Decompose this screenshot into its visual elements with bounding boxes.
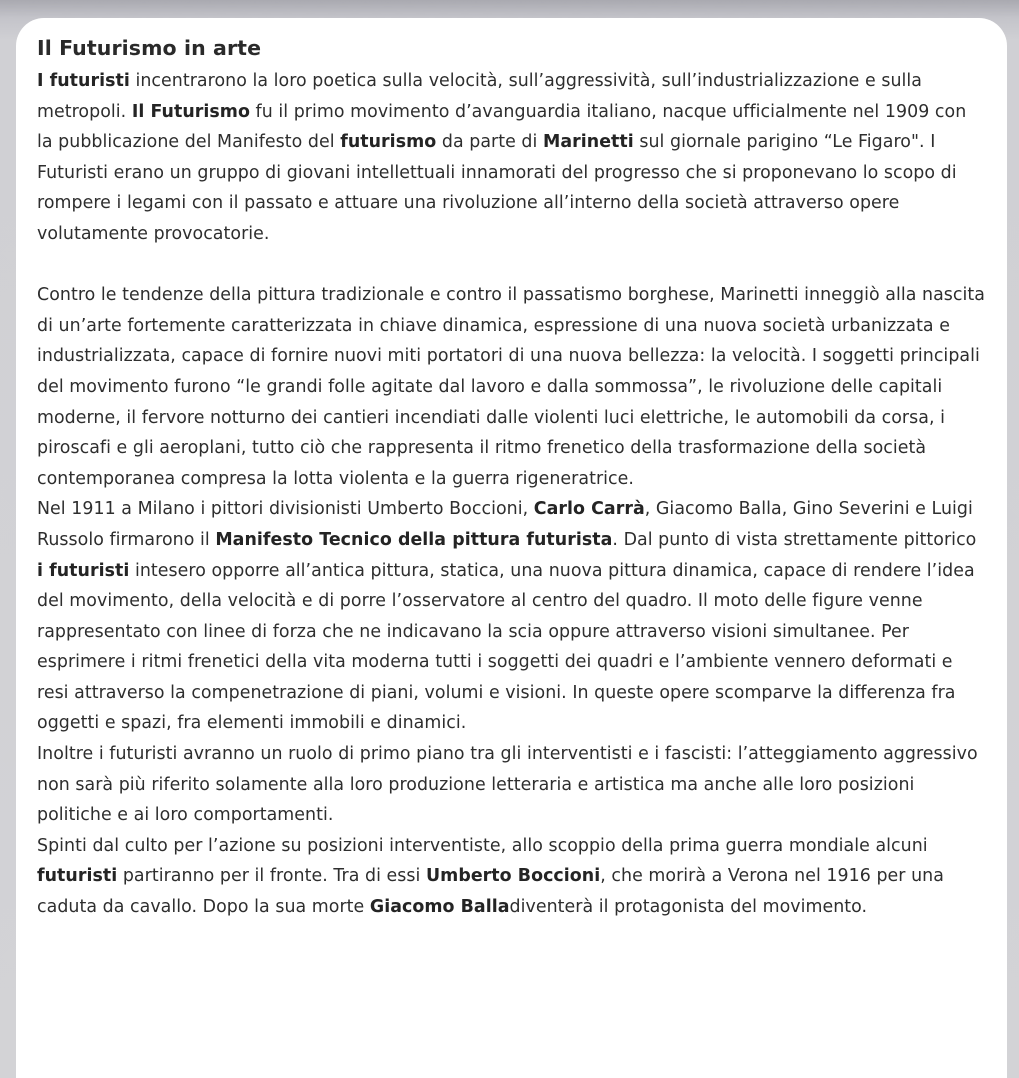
paragraph-guerra <box>37 831 987 923</box>
bold-text: Marinetti <box>542 132 634 153</box>
body-text: Contro le tendenze della pittura tradizionale e contro il passatismo borghese, Marinetti inneggiò alla nascita di un’arte fortemente caratterizzata in chiave dinamica, espressione di una nuova società urbanizzata e industrializzata, capace di fornire nuovi miti portatori di una nuova bellezza: la velocità. I soggetti principali del movimento furono “le grandi folle agitate dal lavoro e dalla sommossa”, le rivoluzione delle capitali moderne, il fervore notturno dei cantieri incendiati dalle violenti luci elettriche, le automobili da corsa, i piroscafi e gli aeroplani, tutto ciò che rappresenta il ritmo frenetico della trasformazione della società contemporanea compresa la lotta violenta e la guerra rigeneratrice. <box>37 285 985 489</box>
bold-text: futuristi <box>37 866 118 887</box>
paragraph-spacer <box>37 250 987 281</box>
bold-text: Manifesto Tecnico della pittura futurista <box>215 529 613 550</box>
body-text: sul giornale parigino “Le Figaro". I Futuristi erano un gruppo di giovani intellettuali innamorati del progresso che si proponevano lo scopo di rompere i legami con il passato e attuare una rivoluzione all’interno della società attraverso opere volutamente provocatorie. <box>37 132 957 244</box>
bold-text: Il Futurismo <box>131 101 250 122</box>
body-text: , che morirà a Verona nel 1916 per una caduta da cavallo. Dopo la sua morte <box>37 866 944 918</box>
body-text: fu il primo movimento d’avanguardia italiano, nacque ufficialmente nel 1909 con la pubblicazione del Manifesto del <box>37 101 967 153</box>
body-text: intesero opporre all’antica pittura, statica, una nuova pittura dinamica, capace di rendere l’idea del movimento, della velocità e di porre l’osservatore al centro del quadro. Il moto delle figure venne rappresentato con linee di forza che ne indicavano la scia oppure attraverso visioni simultanee. Per esprimere i ritmi frenetici della vita moderna tutti i soggetti dei quadri e l’ambiente vennero deformati e resi attraverso la compenetrazione di piani, volumi e visioni. In queste opere scomparve la differenza fra oggetti e spazi, fra elementi immobili e dinamici. <box>37 560 975 734</box>
paragraph-marinetti <box>37 280 987 494</box>
body-text: partiranno per il fronte. Tra di essi <box>117 866 426 887</box>
body-text: incentrarono la loro poetica sulla velocità, sull’aggressività, sull’industrializzazione e sulla metropoli. <box>37 71 922 122</box>
paragraph-interventisti <box>37 739 987 831</box>
bold-text: Carlo Carrà <box>533 499 645 520</box>
paragraph-manifesto-tecnico <box>37 494 987 739</box>
body-text: , Giacomo Balla, Gino Severini e Luigi Russolo firmarono il <box>37 499 973 550</box>
body-text: da parte di <box>436 132 543 153</box>
bold-text: I futuristi <box>37 71 130 91</box>
body-text: . Dal punto di vista strettamente pittorico <box>612 529 977 550</box>
bold-text: i futuristi <box>37 560 130 581</box>
body-text: Spinti dal culto per l’azione su posizioni interventiste, allo scoppio della prima guerra mondiale alcuni <box>37 835 928 856</box>
document-card <box>16 18 1007 1078</box>
body-text: diventerà il protagonista del movimento. <box>509 897 868 918</box>
bold-text: Giacomo Balla <box>369 897 510 918</box>
bold-text: futurismo <box>340 132 437 153</box>
bold-text: Umberto Boccioni <box>425 866 601 887</box>
document-title: Il Futurismo in arte <box>37 36 262 60</box>
paragraph-intro <box>37 66 987 250</box>
body-text: Inoltre i futuristi avranno un ruolo di primo piano tra gli interventisti e i fascisti: l’atteggiamento aggressivo non sarà più riferito solamente alla loro produzione letteraria e artistica ma anche alle loro posizioni politiche e ai loro comportamenti. <box>37 744 978 826</box>
body-text: Nel 1911 a Milano i pittori divisionisti Umberto Boccioni, <box>37 499 534 520</box>
